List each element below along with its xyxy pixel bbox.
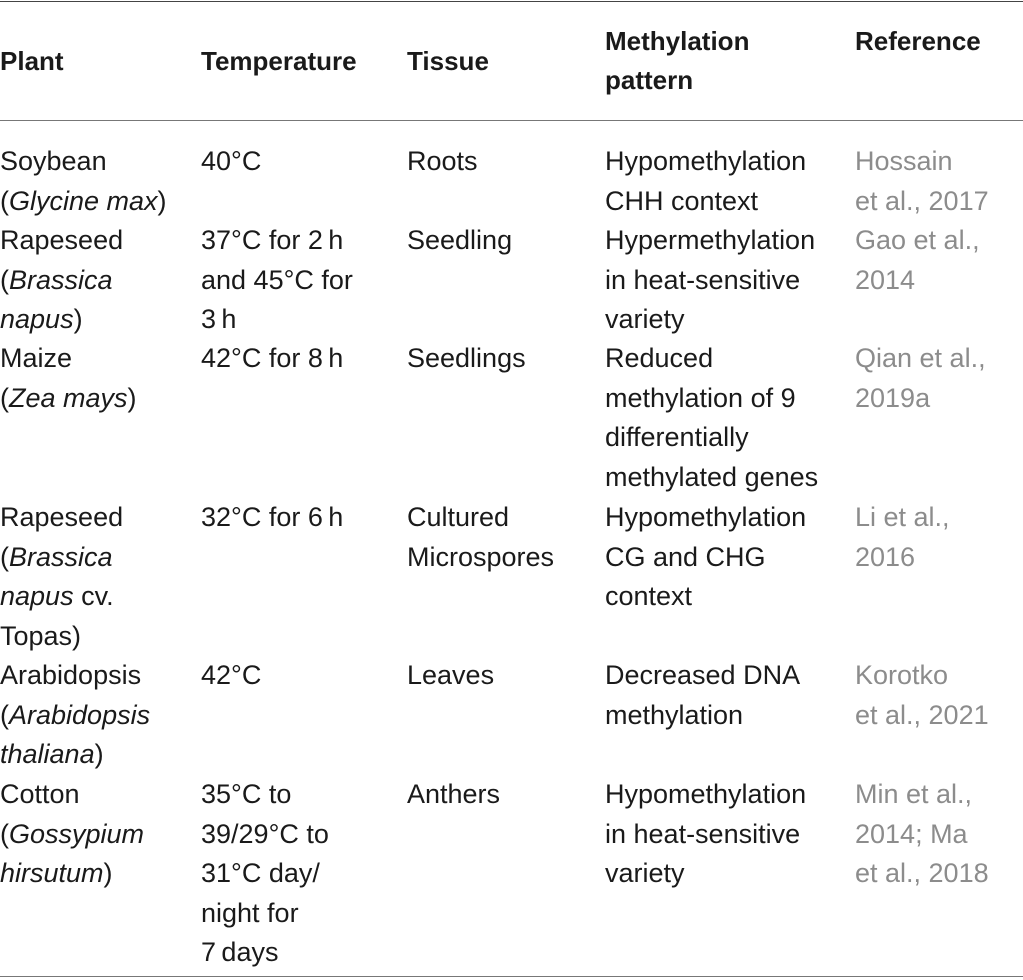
table-bottom-rule bbox=[0, 976, 1023, 977]
methylation-cell: Hypomethylation CG and CHG context bbox=[605, 502, 807, 612]
plant-common-name: Cotton bbox=[0, 779, 80, 809]
header-plant: Plant bbox=[0, 46, 64, 76]
methylation-cell: Decreased DNA methylation bbox=[605, 660, 801, 730]
reference-link[interactable]: Korotko et al., 2021 bbox=[855, 660, 989, 730]
methylation-cell: Reduced methylation of 9 differentially methylated genes bbox=[605, 343, 819, 492]
plant-scientific-name: (Glycine max) bbox=[0, 185, 167, 216]
plant-common-name: Arabidopsis bbox=[0, 660, 142, 690]
plant-cell bbox=[0, 142, 167, 221]
header-methylation-line1: Methylation bbox=[605, 26, 750, 56]
header-methylation-pattern bbox=[605, 22, 749, 100]
plant-common-name: Maize bbox=[0, 343, 73, 373]
tissue-cell: Leaves bbox=[407, 660, 495, 690]
plant-cell: Arabidopsis (Arabidopsis thaliana) bbox=[0, 656, 150, 775]
plant-scientific-name: (Zea mays) bbox=[0, 382, 137, 413]
reference-link[interactable]: Gao et al., 2014 bbox=[855, 225, 980, 295]
temperature-cell: 32°C for 6 h bbox=[201, 502, 344, 532]
temperature-cell: 42°C bbox=[201, 660, 262, 690]
header-temperature: Temperature bbox=[201, 46, 357, 76]
tissue-cell: Anthers bbox=[407, 779, 501, 809]
methylation-cell: Hypermethylation in heat-sensitive variety bbox=[605, 225, 816, 335]
temperature-cell: 42°C for 8 h bbox=[201, 343, 344, 373]
plant-cell: Rapeseed (Brassica napus) bbox=[0, 221, 123, 340]
tissue-cell: Roots bbox=[407, 146, 478, 176]
methylation-cell: Hypomethylation CHH context bbox=[605, 146, 807, 216]
table-top-rule bbox=[0, 1, 1023, 2]
plant-scientific-name: (Brassica bbox=[0, 264, 113, 295]
plant-cell: Rapeseed (Brassica napus cv. Topas) bbox=[0, 498, 123, 656]
temperature-cell: 35°C to 39/29°C to 31°C day/ night for 7 days bbox=[201, 779, 329, 968]
plant-scientific-name: (Arabidopsis bbox=[0, 699, 151, 730]
plant-scientific-name: (Gossypium bbox=[0, 818, 145, 849]
temperature-cell: 40°C bbox=[201, 146, 262, 176]
temperature-cell: 37°C for 2 h and 45°C for 3 h bbox=[201, 225, 353, 335]
header-methylation-line2: pattern bbox=[605, 65, 694, 95]
plant-cell bbox=[0, 339, 137, 418]
reference-link[interactable]: Li et al., 2016 bbox=[855, 502, 950, 572]
header-tissue: Tissue bbox=[407, 46, 489, 76]
methylation-cell: Hypomethylation in heat-sensitive variety bbox=[605, 779, 807, 889]
tissue-cell: Seedlings bbox=[407, 343, 526, 373]
plant-scientific-name: (Brassica bbox=[0, 541, 113, 572]
reference-link[interactable]: Qian et al., 2019a bbox=[855, 343, 986, 413]
tissue-cell: Cultured Microspores bbox=[407, 502, 555, 572]
reference-link[interactable]: Min et al., 2014; Ma et al., 2018 bbox=[855, 779, 989, 889]
header-divider bbox=[0, 120, 1023, 121]
tissue-cell: Seedling bbox=[407, 225, 513, 255]
plant-common-name: Soybean bbox=[0, 146, 107, 176]
plant-common-name: Rapeseed bbox=[0, 225, 124, 255]
reference-link[interactable]: Hossain et al., 2017 bbox=[855, 146, 989, 216]
plant-cell: Cotton (Gossypium hirsutum) bbox=[0, 775, 144, 894]
plant-common-name: Rapeseed bbox=[0, 502, 124, 532]
header-reference: Reference bbox=[855, 26, 981, 56]
